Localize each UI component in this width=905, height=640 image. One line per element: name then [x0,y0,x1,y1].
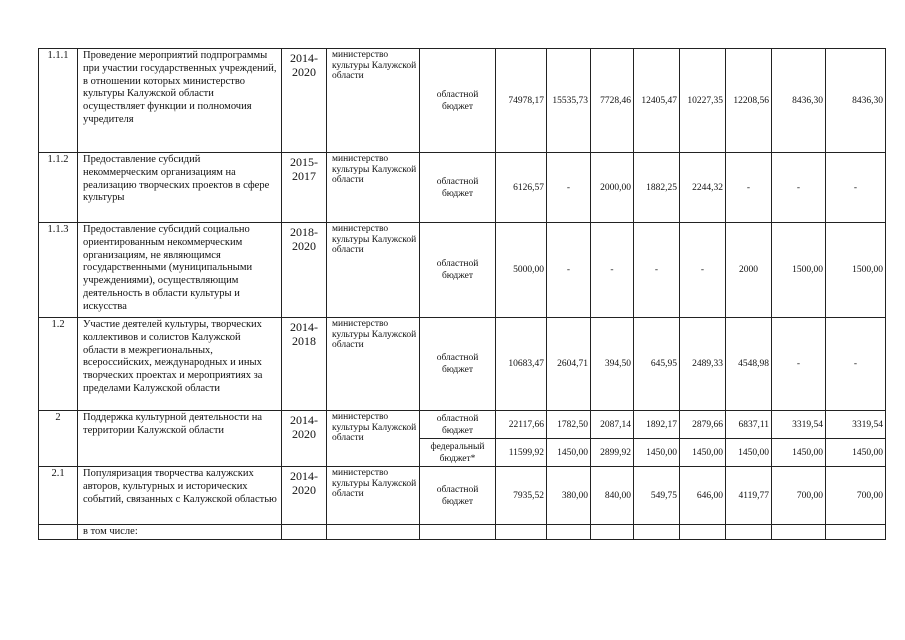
row-executor: министерство культуры Калужской области [327,467,420,525]
value-2020: 1450,00 [826,439,886,467]
value-2019: - [772,318,826,411]
value-2017: 2879,66 [680,411,726,439]
row-name: Участие деятелей культуры, творческих коллективов и солистов Калужской области в межрегиональных, всероссийских, международных и иных творческих проектах и мероприятиях за пределами Калужской области [78,318,282,411]
value-2016: 1882,25 [634,153,680,223]
value-2018: 12208,56 [726,49,772,153]
value-2017: 2489,33 [680,318,726,411]
row-source: областной бюджет [420,467,496,525]
value-2020: - [826,153,886,223]
row-years: 2018-2020 [282,223,327,318]
value-2014: 1782,50 [547,411,591,439]
value-total: 6126,57 [496,153,547,223]
value-2017: 2244,32 [680,153,726,223]
row-source: областной бюджет [420,223,496,318]
row-executor: министерство культуры Калужской области [327,49,420,153]
value-2015: 7728,46 [591,49,634,153]
row-code: 1.2 [39,318,78,411]
row-years: 2014-2018 [282,318,327,411]
row-source: областной бюджет [420,49,496,153]
budget-table [38,48,886,540]
value-2015: 394,50 [591,318,634,411]
row-name: Проведение мероприятий подпрограммы при участии государственных учреждений, в отношении которых министерство культуры Калужской области осуществляет функции и полномочия учредителя [78,49,282,153]
row-name: в том числе: [78,525,282,540]
row-executor: министерство культуры Калужской области [327,223,420,318]
value-2020: 700,00 [826,467,886,525]
row-source: областной бюджет [420,153,496,223]
value-2018: 4548,98 [726,318,772,411]
row-code: 1.1.1 [39,49,78,153]
value-2018: 2000 [726,223,772,318]
table-row [39,411,886,439]
value-2018: 1450,00 [726,439,772,467]
row-code: 2.1 [39,467,78,525]
row-code [39,525,78,540]
value-2015: 2000,00 [591,153,634,223]
row-executor: министерство культуры Калужской области [327,411,420,467]
value-2015: 2899,92 [591,439,634,467]
value-2018: - [726,153,772,223]
value-2014: 2604,71 [547,318,591,411]
row-code: 2 [39,411,78,467]
row-executor: министерство культуры Калужской области [327,153,420,223]
value-2019: - [772,153,826,223]
row-source: областной бюджет [420,318,496,411]
value-2016: - [634,223,680,318]
value-total: 10683,47 [496,318,547,411]
value-2015: 840,00 [591,467,634,525]
value-total: 5000,00 [496,223,547,318]
value-2014: - [547,223,591,318]
row-years: 2015-2017 [282,153,327,223]
table-row [39,525,886,540]
row-executor: министерство культуры Калужской области [327,318,420,411]
value-2019: 1450,00 [772,439,826,467]
table-row [39,223,886,318]
value-2019: 8436,30 [772,49,826,153]
value-2016: 1892,17 [634,411,680,439]
value-2019: 3319,54 [772,411,826,439]
value-2020: 1500,00 [826,223,886,318]
value-total: 7935,52 [496,467,547,525]
value-2017: 646,00 [680,467,726,525]
table-row [39,318,886,411]
row-code: 1.1.3 [39,223,78,318]
value-total: 22117,66 [496,411,547,439]
table-row [39,467,886,525]
row-name: Предоставление субсидий некоммерческим организациям на реализацию творческих проектов в сфере культуры [78,153,282,223]
value-2014: 380,00 [547,467,591,525]
row-code: 1.1.2 [39,153,78,223]
value-2020: 8436,30 [826,49,886,153]
value-2014: - [547,153,591,223]
row-years: 2014-2020 [282,467,327,525]
value-2017: - [680,223,726,318]
row-years: 2014-2020 [282,49,327,153]
table-row [39,153,886,223]
value-total: 74978,17 [496,49,547,153]
value-2020: 3319,54 [826,411,886,439]
value-2015: - [591,223,634,318]
table-row [39,49,886,153]
value-2020: - [826,318,886,411]
value-2018: 4119,77 [726,467,772,525]
value-2014: 15535,73 [547,49,591,153]
row-source: федеральный бюджет* [420,439,496,467]
row-name: Популяризация творчества калужских авторов, культурных и исторических событий, связанных с Калужской областью [78,467,282,525]
value-2016: 645,95 [634,318,680,411]
row-name: Поддержка культурной деятельности на территории Калужской области [78,411,282,467]
value-2016: 1450,00 [634,439,680,467]
value-2015: 2087,14 [591,411,634,439]
value-2017: 10227,35 [680,49,726,153]
value-2017: 1450,00 [680,439,726,467]
row-name: Предоставление субсидий социально ориентированным некоммерческим организациям, не являющимся государственными (муниципальными учреждениями), осуществляющим деятельность в области культуры и искусства [78,223,282,318]
value-total: 11599,92 [496,439,547,467]
value-2018: 6837,11 [726,411,772,439]
value-2019: 1500,00 [772,223,826,318]
value-2019: 700,00 [772,467,826,525]
row-years: 2014-2020 [282,411,327,467]
value-2014: 1450,00 [547,439,591,467]
value-2016: 12405,47 [634,49,680,153]
row-source: областной бюджет [420,411,496,439]
value-2016: 549,75 [634,467,680,525]
